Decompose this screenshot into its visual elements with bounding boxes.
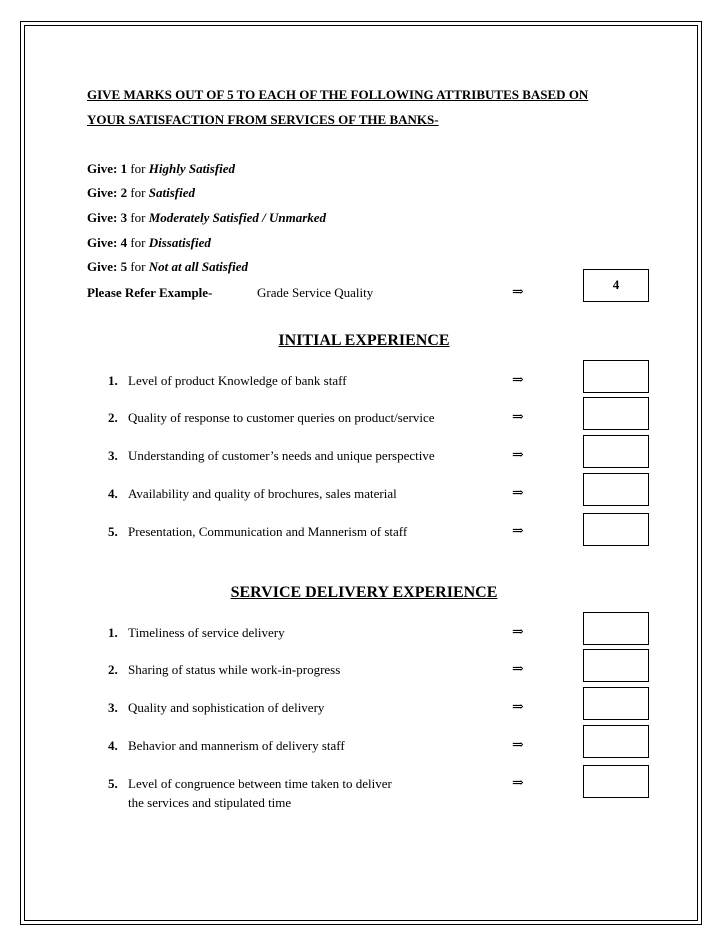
arrow-icon: ⇒	[512, 662, 524, 677]
arrow-icon: ⇒	[512, 486, 524, 501]
score-input[interactable]	[583, 649, 649, 682]
score-input[interactable]	[583, 612, 649, 645]
question-item: 3. Understanding of customer’s needs and unique perspective	[108, 448, 435, 463]
score-input[interactable]	[583, 473, 649, 506]
arrow-icon: ⇒	[512, 373, 524, 388]
score-input[interactable]	[583, 435, 649, 468]
arrow-icon: ⇒	[512, 776, 524, 791]
example-score-value: 4	[612, 277, 620, 292]
arrow-icon: ⇒	[512, 448, 524, 463]
question-item: 5. Presentation, Communication and Mannerism of staff	[108, 524, 408, 539]
question-item: 5. Level of congruence between time taken to deliver	[108, 776, 392, 791]
question-item: 4. Behavior and mannerism of delivery staff	[108, 738, 345, 753]
question-item: 4. Availability and quality of brochures, sales material	[108, 486, 397, 501]
score-input[interactable]	[583, 397, 649, 430]
arrow-icon: ⇒	[512, 738, 524, 753]
arrow-icon: ⇒	[512, 700, 524, 715]
arrow-icon: ⇒	[512, 524, 524, 539]
section-title-initial-experience: INITIAL EXPERIENCE	[278, 332, 450, 349]
example-item: Grade Service Quality	[257, 285, 374, 300]
arrow-icon: ⇒	[512, 410, 524, 425]
question-item: 1. Level of product Knowledge of bank staff	[108, 373, 347, 388]
scale-item: Give: 4 for Dissatisfied	[87, 235, 211, 250]
score-input[interactable]	[583, 687, 649, 720]
scale-item: Give: 1 for Highly Satisfied	[87, 161, 236, 176]
example-score-box	[583, 269, 649, 302]
instructions-line-1: GIVE MARKS OUT OF 5 TO EACH OF THE FOLLOWING ATTRIBUTES BASED ON	[87, 87, 589, 102]
question-item-continuation: the services and stipulated time	[128, 795, 292, 810]
example-label: Please Refer Example-	[87, 285, 213, 300]
score-input[interactable]	[583, 725, 649, 758]
instructions-line-2: YOUR SATISFACTION FROM SERVICES OF THE BANKS-	[87, 112, 439, 127]
score-input[interactable]	[583, 765, 649, 798]
score-input[interactable]	[583, 513, 649, 546]
score-input[interactable]	[583, 360, 649, 393]
scale-item: Give: 2 for Satisfied	[87, 185, 195, 200]
scale-item: Give: 5 for Not at all Satisfied	[87, 259, 249, 274]
question-item: 3. Quality and sophistication of delivery	[108, 700, 325, 715]
question-item: 2. Quality of response to customer queries on product/service	[108, 410, 435, 425]
scale-item: Give: 3 for Moderately Satisfied / Unmarked	[87, 210, 327, 225]
section-title-service-delivery-experience: SERVICE DELIVERY EXPERIENCE	[230, 584, 498, 601]
arrow-icon: ⇒	[512, 625, 524, 640]
question-item: 1. Timeliness of service delivery	[108, 625, 285, 640]
question-item: 2. Sharing of status while work-in-progress	[108, 662, 341, 677]
arrow-icon: ⇒	[512, 285, 524, 300]
